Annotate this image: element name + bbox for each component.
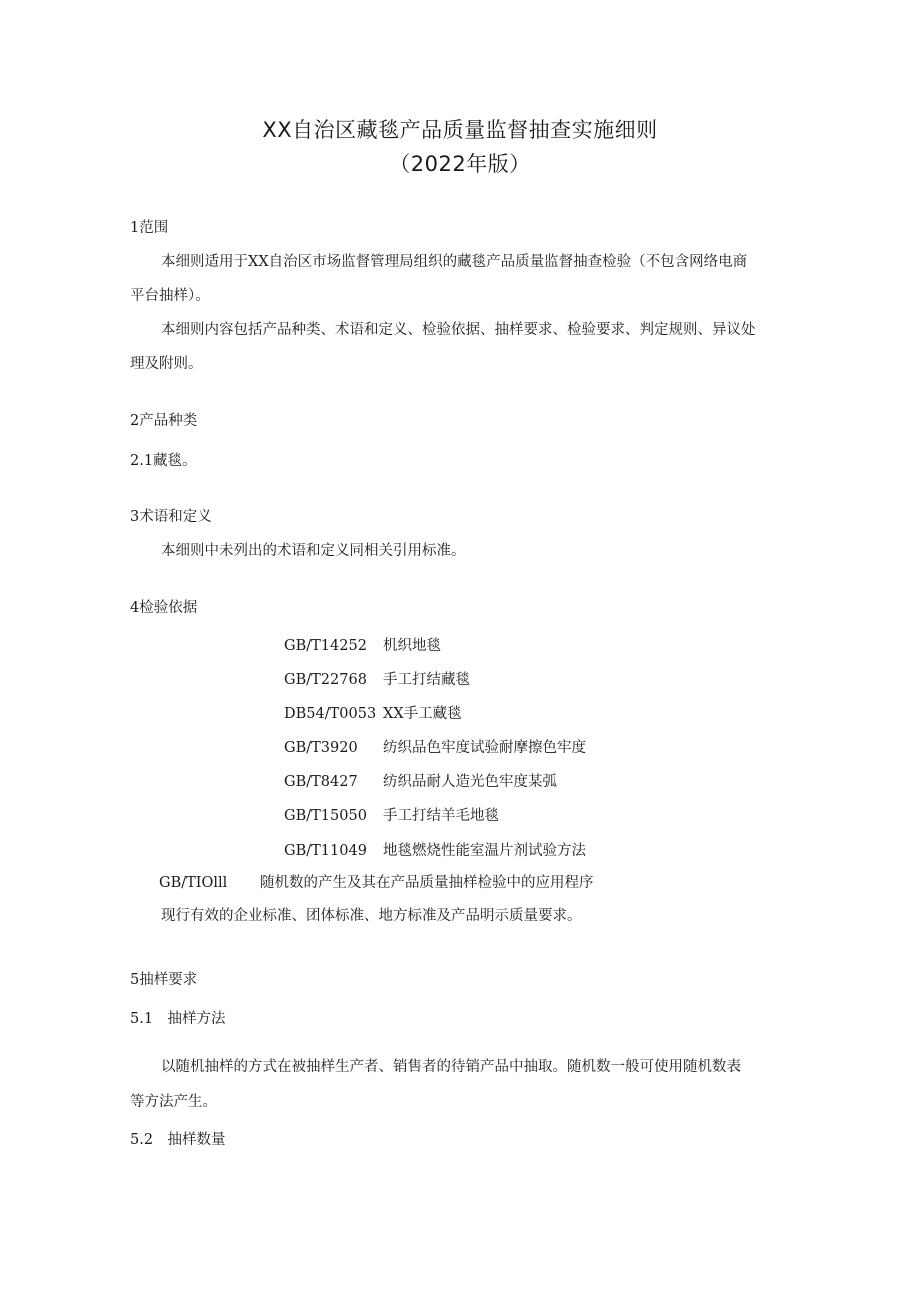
section-3-heading: 3术语和定义 — [130, 509, 212, 525]
reference-standard-name: 手工打结藏毯 — [383, 672, 470, 688]
section-5-2-heading: 5.2 抽样数量 — [130, 1132, 226, 1148]
reference-standard-code: GB/T15050 — [284, 808, 367, 824]
section-1-paragraph-2-line-2: 理及附则。 — [130, 356, 203, 372]
document-subtitle-edition: （2022年版） — [389, 152, 531, 176]
reference-standard-name: 手工打结羊毛地毯 — [383, 808, 499, 824]
reference-standard-code: GB/T14252 — [284, 638, 367, 654]
section-4-closing-paragraph: 现行有效的企业标准、团体标准、地方标准及产品明示质量要求。 — [161, 908, 582, 924]
reference-standard-name: XX手工藏毯 — [383, 706, 462, 722]
section-4-heading: 4检验依据 — [130, 600, 198, 616]
reference-standard-code: GB/T11049 — [284, 843, 367, 859]
reference-standard-code: GB/T3920 — [284, 740, 358, 756]
section-1-paragraph-1-line-2: 平台抽样）。 — [130, 288, 210, 304]
section-3-paragraph: 本细则中未列出的术语和定义同相关引用标准。 — [161, 543, 466, 559]
section-5-1-paragraph-line-2: 等方法产生。 — [130, 1094, 217, 1110]
document-title: XX自治区藏毯产品质量监督抽查实施细则 — [262, 118, 658, 142]
section-1-paragraph-2-line-1: 本细则内容包括产品种类、术语和定义、检验依据、抽样要求、检验要求、判定规则、异议处 — [161, 322, 756, 338]
reference-standard-name-extra: 随机数的产生及其在产品质量抽样检验中的应用程序 — [260, 875, 594, 891]
reference-standard-code: GB/T8427 — [284, 774, 358, 790]
reference-standard-name: 纺织品耐人造光色牢度某弧 — [383, 774, 557, 790]
section-1-heading: 1范围 — [130, 220, 169, 236]
section-5-heading: 5抽样要求 — [130, 972, 198, 988]
reference-standard-code-extra: GB/TIOlll — [159, 875, 228, 891]
section-2-heading: 2产品种类 — [130, 413, 198, 429]
section-2-1-item: 2.1藏毯。 — [130, 453, 197, 469]
reference-standard-code: DB54/T0053 — [284, 706, 377, 722]
reference-standard-name: 机织地毯 — [383, 638, 441, 654]
section-5-1-heading: 5.1 抽样方法 — [130, 1011, 226, 1027]
reference-standard-name: 地毯燃烧性能室温片剂试验方法 — [383, 843, 586, 859]
section-5-1-paragraph-line-1: 以随机抽样的方式在被抽样生产者、销售者的待销产品中抽取。随机数一般可使用随机数表 — [161, 1059, 741, 1075]
reference-standard-code: GB/T22768 — [284, 672, 367, 688]
section-1-paragraph-1-line-1: 本细则适用于XX自治区市场监督管理局组织的藏毯产品质量监督抽查检验（不包含网络电商 — [161, 254, 748, 270]
reference-standard-name: 纺织品色牢度试验耐摩擦色牢度 — [383, 740, 586, 756]
